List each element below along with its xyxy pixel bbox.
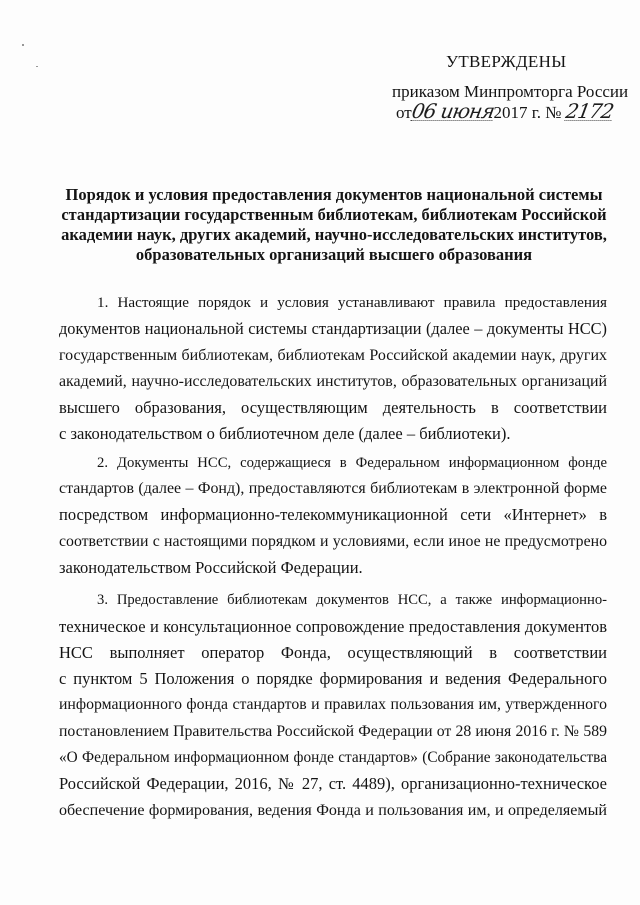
paragraph-line: стандартов (далее – Фонд), предоставляются библиотекам в электронной форме bbox=[59, 480, 607, 498]
title-line: Порядок и условия предоставления документов национальной системы bbox=[65, 185, 603, 204]
paragraph-line: 1. Настоящие порядок и условия устанавливают правила предоставления bbox=[97, 295, 607, 311]
paragraph-line: «О Федеральном информационном фонде стандартов» (Собрание законодательства bbox=[59, 749, 607, 767]
title-line: образовательных организаций высшего образования bbox=[135, 245, 533, 264]
scan-speck bbox=[36, 66, 38, 67]
paragraph-line: законодательством Российской Федерации. bbox=[59, 557, 363, 577]
year-text: 2017 г. № bbox=[493, 103, 562, 122]
document-title bbox=[60, 185, 608, 265]
paragraph-line: с пунктом 5 Положения о порядке формирования и ведения Федерального bbox=[59, 669, 607, 689]
paragraph-line: с законодательством о библиотечном деле (далее – библиотеки). bbox=[59, 424, 511, 444]
title-line: стандартизации государственным библиотекам, библиотекам Российской bbox=[61, 205, 607, 224]
paragraph-1 bbox=[59, 290, 607, 448]
paragraph-line: академий, научно-исследовательских институтов, образовательных организаций bbox=[59, 372, 607, 390]
paragraph-line: 3. Предоставление библиотекам документов НСС, а также информационно- bbox=[97, 592, 607, 609]
paragraph-line: НСС выполняет оператор Фонда, осуществляющий в соответствии bbox=[59, 642, 607, 662]
document-body bbox=[59, 290, 607, 824]
paragraph-line: информационного фонда стандартов и правилах пользования им, утвержденного bbox=[59, 696, 607, 714]
paragraph-line: техническое и консультационное сопровождение предоставления документов bbox=[59, 616, 607, 636]
paragraph-line: государственным библиотекам, библиотекам Российской академии наук, других bbox=[59, 346, 607, 364]
paragraph-2 bbox=[59, 450, 607, 581]
paragraph-line: Российской Федерации, 2016, № 27, ст. 4489), организационно-техническое bbox=[59, 774, 607, 794]
handwritten-number: 2172 bbox=[563, 99, 615, 123]
handwritten-date: 06 июня bbox=[409, 99, 496, 123]
title-line: академии наук, других академий, научно-исследовательских институтов, bbox=[61, 225, 607, 244]
paragraph-line: соответствии с настоящими порядком и условиями, если иное не предусмотрено bbox=[59, 532, 607, 550]
paragraph-line: 2. Документы НСС, содержащиеся в Федеральном информационном фонде bbox=[97, 454, 607, 471]
paragraph-3 bbox=[59, 587, 607, 824]
paragraph-line: документов национальной системы стандартизации (далее – документы НСС) bbox=[59, 319, 607, 339]
paragraph-line: постановлением Правительства Российской Федерации от 28 июня 2016 г. № 589 bbox=[59, 722, 607, 740]
date-prefix: от bbox=[396, 103, 412, 122]
paragraph-line: обеспечение формирования, ведения Фонда и пользования им, и определяемый bbox=[59, 801, 607, 819]
approval-order: приказом Минпромторга России bbox=[392, 82, 629, 101]
paragraph-line: высшего образования, осуществляющим деятельность в соответствии bbox=[59, 398, 607, 418]
approval-heading: УТВЕРЖДЕНЫ bbox=[446, 52, 567, 71]
scan-speck bbox=[22, 44, 24, 46]
paragraph-line: посредством информационно-телекоммуникационной сети «Интернет» в bbox=[59, 505, 607, 525]
approval-date-line bbox=[396, 99, 615, 123]
